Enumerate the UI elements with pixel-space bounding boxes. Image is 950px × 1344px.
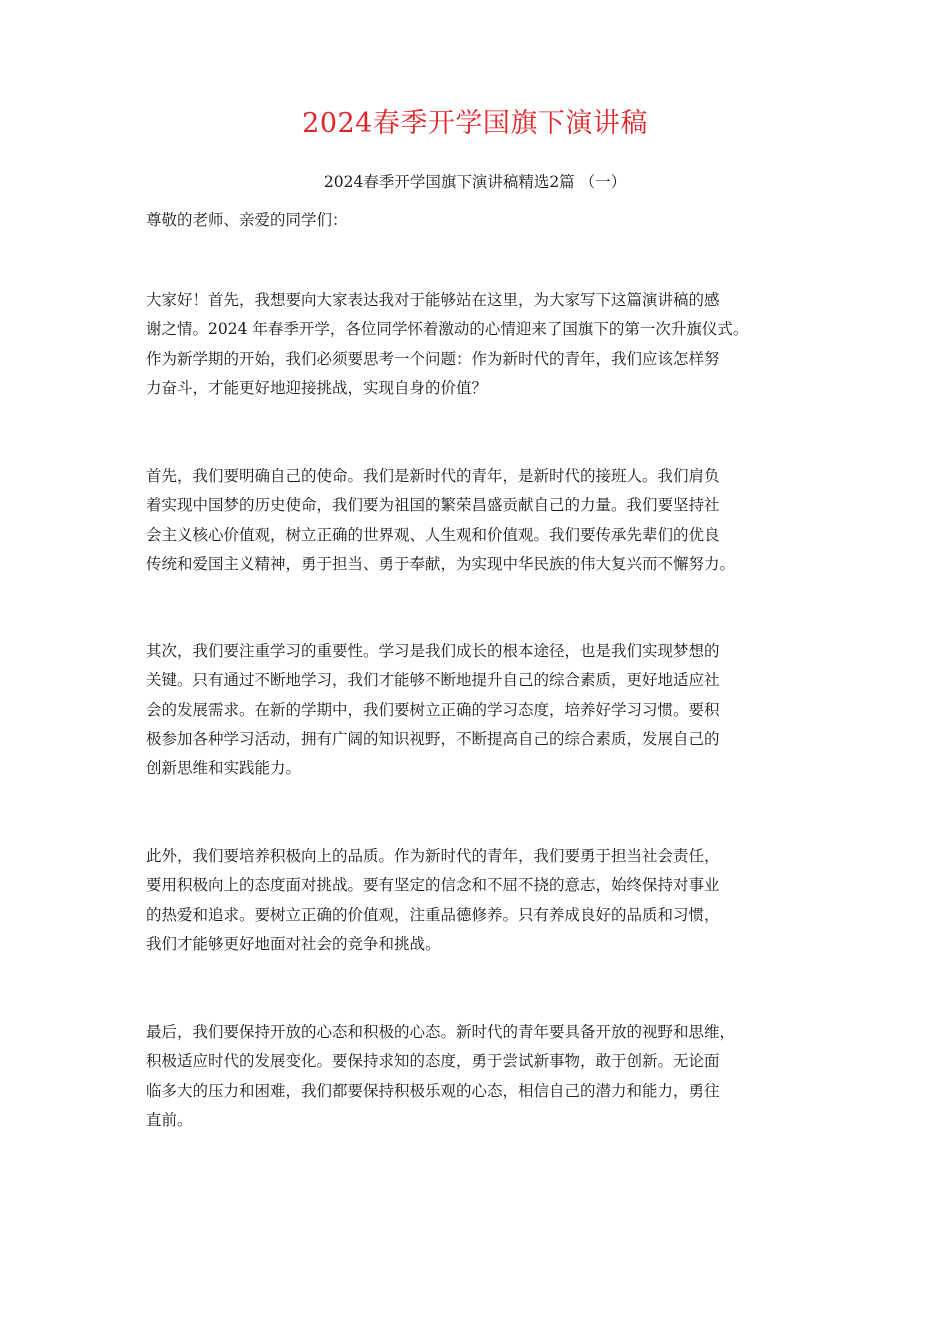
paragraph-line: 首先，我们要明确自己的使命。我们是新时代的青年，是新时代的接班人。我们肩负 <box>146 467 720 485</box>
paragraph-line: 会主义核心价值观，树立正确的世界观、人生观和价值观。我们要传承先辈们的优良 <box>146 525 720 544</box>
paragraph-line: 会的发展需求。在新的学期中，我们要树立正确的学习态度，培养好学习习惯。要积 <box>146 700 720 719</box>
paragraph-line: 谢之情。2024 年春季开学，各位同学怀着激动的心情迎来了国旗下的第一次升旗仪式。 <box>146 320 749 339</box>
paragraph-line: 积极适应时代的发展变化。要保持求知的态度，勇于尝试新事物，敢于创新。无论面 <box>146 1052 720 1071</box>
paragraph-learning <box>146 641 836 787</box>
document-subtitle: 2024春季开学国旗下演讲稿精选2篇 （一） <box>323 173 627 191</box>
paragraph-line: 我们才能够更好地面对社会的竞争和挑战。 <box>146 934 441 953</box>
paragraph-line: 关键。只有通过不断地学习，我们才能够不断地提升自己的综合素质，更好地适应社 <box>146 671 720 690</box>
paragraph-character <box>146 846 836 963</box>
paragraph-line: 力奋斗，才能更好地迎接挑战，实现自身的价值？ <box>146 378 488 397</box>
document-title: 2024春季开学国旗下演讲稿 <box>302 108 648 139</box>
paragraph-line: 要用积极向上的态度面对挑战。要有坚定的信念和不屈不挠的意志，始终保持对事业 <box>146 876 720 895</box>
paragraph-line: 传统和爱国主义精神，勇于担当、勇于奉献，为实现中华民族的伟大复兴而不懈努力。 <box>146 554 736 573</box>
salutation: 尊敬的老师、亲爱的同学们： <box>146 211 348 229</box>
paragraph-greeting <box>146 290 836 407</box>
paragraph-line: 创新思维和实践能力。 <box>146 759 302 778</box>
paragraph-line: 临多大的压力和困难，我们都要保持积极乐观的心态，相信自己的潜力和能力，勇往 <box>146 1081 720 1100</box>
paragraph-line: 作为新学期的开始，我们必须要思考一个问题：作为新时代的青年，我们应该怎样努 <box>146 349 720 368</box>
paragraph-line: 的热爱和追求。要树立正确的价值观，注重品德修养。只有养成良好的品质和习惯， <box>146 905 720 924</box>
paragraph-line: 直前。 <box>146 1110 193 1129</box>
paragraph-line: 最后，我们要保持开放的心态和积极的心态。新时代的青年要具备开放的视野和思维， <box>146 1023 736 1041</box>
paragraph-line: 着实现中国梦的历史使命，我们要为祖国的繁荣昌盛贡献自己的力量。我们要坚持社 <box>146 496 720 515</box>
paragraph-mission <box>146 466 836 583</box>
paragraph-line: 大家好！首先，我想要向大家表达我对于能够站在这里，为大家写下这篇演讲稿的感 <box>146 291 720 309</box>
paragraph-line: 其次，我们要注重学习的重要性。学习是我们成长的根本途径，也是我们实现梦想的 <box>146 642 720 660</box>
paragraph-line: 此外，我们要培养积极向上的品质。作为新时代的青年，我们要勇于担当社会责任， <box>146 847 720 865</box>
paragraph-line: 极参加各种学习活动，拥有广阔的知识视野，不断提高自己的综合素质，发展自己的 <box>146 729 720 748</box>
paragraph-openness <box>146 1022 836 1139</box>
